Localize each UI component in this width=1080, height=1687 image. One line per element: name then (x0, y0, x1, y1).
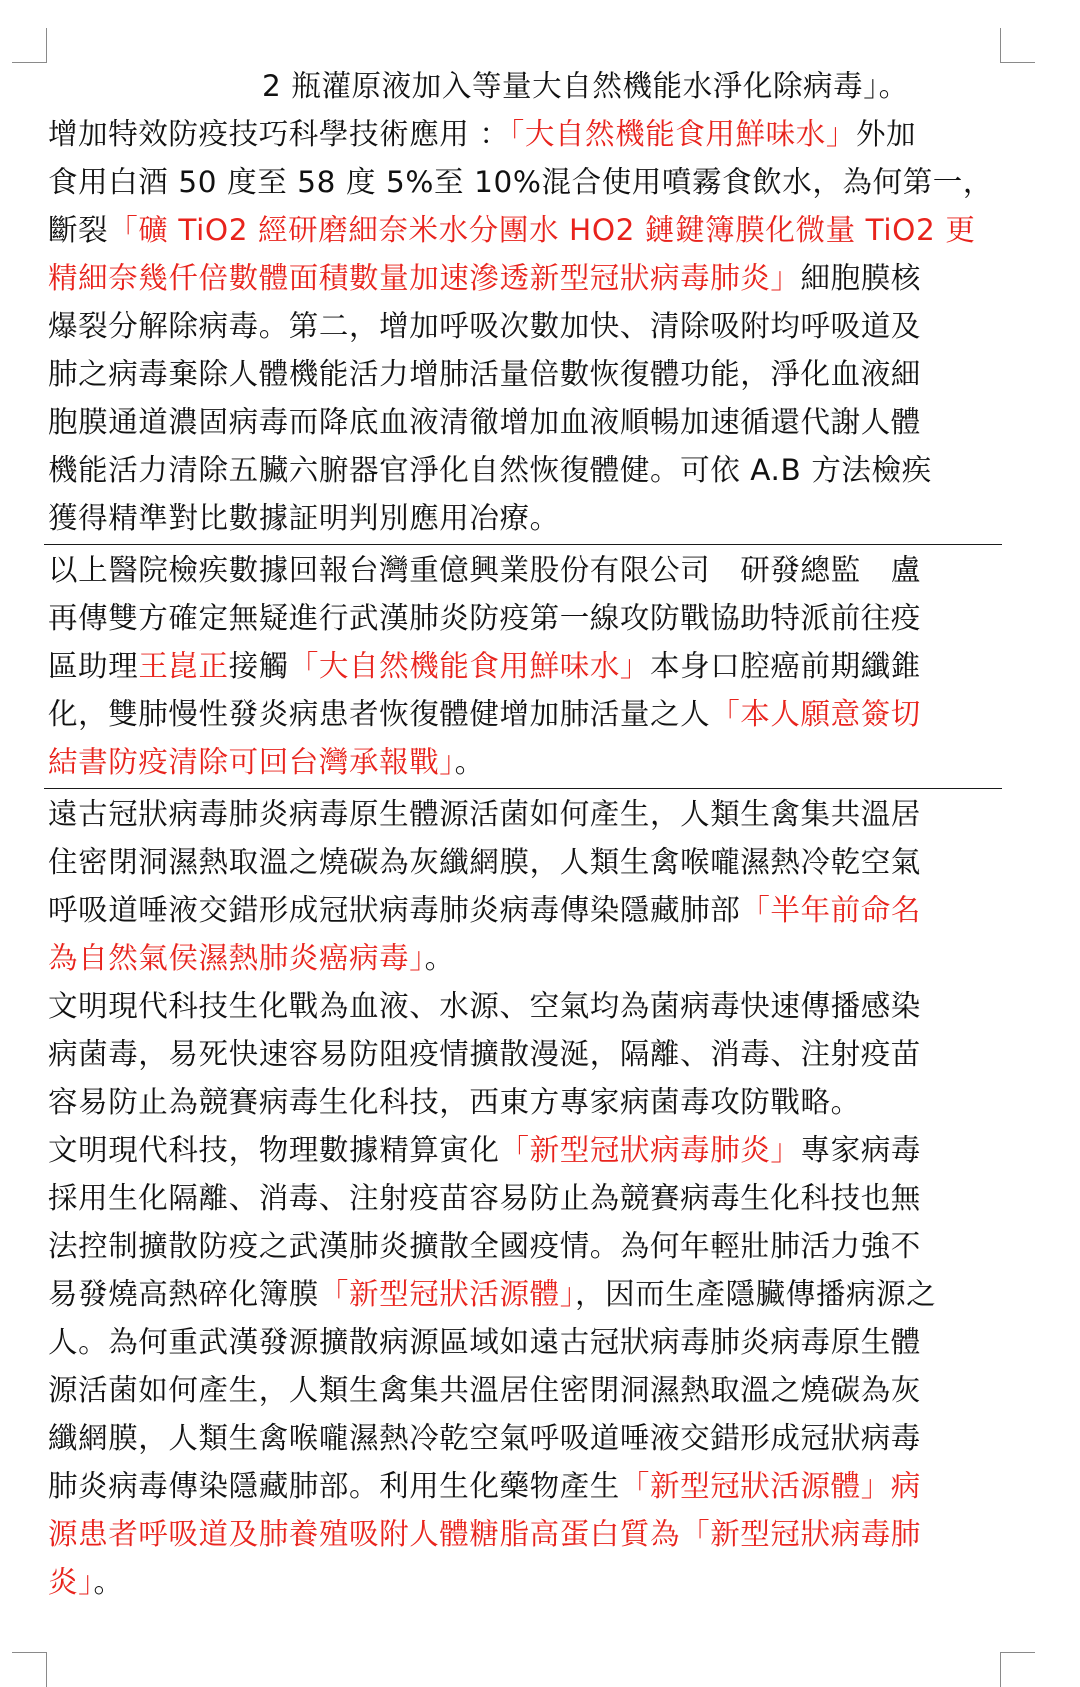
body-text: 纖網膜，人類生禽喉嚨濕熱冷乾空氣呼吸道唾液交錯形成冠狀病毒 (48, 1421, 921, 1455)
body-text: 細胞膜核 (800, 261, 921, 295)
page-corner-mark-bottom-left (12, 1652, 47, 1687)
text-line (48, 110, 1003, 158)
body-text: 人。為何重武漢發源擴散病源區域如遠古冠狀病毒肺炎病毒原生體 (48, 1325, 921, 1359)
body-text: 文明現代科技生化戰為血液、水源、空氣均為菌病毒快速傳播感染 (48, 989, 921, 1023)
body-text: 遠古冠狀病毒肺炎病毒原生體源活菌如何產生，人類生禽集共溫居 (48, 797, 921, 831)
body-text: 專家病毒 (800, 1133, 921, 1167)
text-line (48, 1126, 1003, 1174)
document-body (48, 62, 1003, 1606)
text-line (48, 1558, 1003, 1606)
body-text: 容易防止為競賽病毒生化科技，西東方專家病菌毒攻防戰略。 (48, 1085, 861, 1119)
text-line (48, 158, 1003, 206)
page-corner-mark-top-right (1000, 28, 1035, 63)
highlighted-text: 源患者呼吸道及肺養殖吸附人體糖脂高蛋白質為「新型冠狀病毒肺 (48, 1517, 921, 1551)
text-line (48, 738, 1003, 786)
body-text: 法控制擴散防疫之武漢肺炎擴散全國疫情。為何年輕壯肺活力強不 (48, 1229, 921, 1263)
highlighted-text: 「半年前命名 (740, 893, 921, 927)
text-line (48, 1318, 1003, 1366)
body-text: 。 (454, 745, 485, 779)
body-text: 接觸 (228, 649, 289, 683)
text-line (48, 1462, 1003, 1510)
text-line (48, 1078, 1003, 1126)
highlighted-text: 「新型冠狀活源體」病 (619, 1469, 921, 1503)
page-corner-mark-bottom-right (1000, 1652, 1035, 1687)
section-divider (44, 544, 1002, 545)
body-text: 爆裂分解除病毒。第二，增加呼吸次數加快、清除吸附均呼吸道及 (48, 309, 921, 343)
body-text: 。 (93, 1565, 124, 1599)
text-line (48, 790, 1003, 838)
body-text: 本身口腔癌前期纖錐 (650, 649, 921, 683)
body-text: 食用白酒 50 度至 58 度 5%至 10%混合使用噴霧食飲水，為何第一， (48, 165, 994, 199)
body-text: 再傳雙方確定無疑進行武漢肺炎防疫第一線攻防戰協助特派前往疫 (48, 601, 921, 635)
body-text: 化，雙肺慢性發炎病患者恢復體健增加肺活量之人 (48, 697, 711, 731)
text-line (48, 934, 1003, 982)
body-text: 機能活力清除五臟六腑器官淨化自然恢復體健。可依 A.B 方法檢疾 (48, 453, 932, 487)
text-line (48, 446, 1003, 494)
text-line (48, 690, 1003, 738)
text-line (48, 1174, 1003, 1222)
body-text: 肺炎病毒傳染隱藏肺部。利用生化藥物產生 (48, 1469, 620, 1503)
body-text: 。 (424, 941, 455, 975)
text-line (48, 1366, 1003, 1414)
body-text: 2 瓶灌原液加入等量大自然機能水淨化除病毒」。 (262, 69, 909, 103)
highlighted-text: 王崑正 (138, 649, 229, 683)
body-text: 源活菌如何產生，人類生禽集共溫居住密閉洞濕熱取溫之燒碳為灰 (48, 1373, 921, 1407)
text-line (48, 1510, 1003, 1558)
body-text: 文明現代科技，物理數據精算寅化 (48, 1133, 500, 1167)
body-text: 呼吸道唾液交錯形成冠狀病毒肺炎病毒傳染隱藏肺部 (48, 893, 741, 927)
highlighted-text: 精細奈幾仟倍數體面積數量加速滲透新型冠狀病毒肺炎」 (48, 261, 801, 295)
body-text: 獲得精準對比數據証明判別應用冶療。 (48, 501, 560, 535)
text-line (48, 594, 1003, 642)
text-line (48, 982, 1003, 1030)
text-line (48, 62, 1003, 110)
body-text: 肺之病毒棄除人體機能活力增肺活量倍數恢復體功能，淨化血液細 (48, 357, 921, 391)
highlighted-text: 「大自然機能食用鮮味水」 (509, 117, 856, 151)
body-text: ，因而生產隱臟傳播病源之 (575, 1277, 937, 1311)
page-corner-mark-top-left (12, 28, 47, 63)
highlighted-text: 「新型冠狀活源體」 (318, 1277, 576, 1311)
paragraph-1 (48, 62, 1003, 110)
text-line (48, 302, 1003, 350)
text-line (48, 1222, 1003, 1270)
text-line (48, 350, 1003, 398)
highlighted-text: 「新型冠狀病毒肺炎」 (499, 1133, 801, 1167)
body-text: 斷裂 (48, 213, 109, 247)
text-line (48, 1270, 1003, 1318)
body-text: 採用生化隔離、消毒、注射疫苗容易防止為競賽病毒生化科技也無 (48, 1181, 921, 1215)
highlighted-text: 為自然氣侯濕熱肺炎癌病毒」 (48, 941, 425, 975)
text-line (48, 642, 1003, 690)
text-line (48, 886, 1003, 934)
body-text: 增加特效防疫技巧科學技術應用 ： (48, 117, 510, 151)
highlighted-text: 結書防疫清除可回台灣承報戰」 (48, 745, 455, 779)
body-text: 病菌毒，易死快速容易防阻疫情擴散漫涎，隔離、消毒、注射疫苗 (48, 1037, 921, 1071)
highlighted-text: 「礦 TiO2 經研磨細奈米水分團水 HO2 鏈鍵簿膜化微量 TiO2 更 (108, 213, 976, 247)
body-text: 易發燒高熱碎化簿膜 (48, 1277, 319, 1311)
text-line (48, 398, 1003, 446)
body-text: 區助理 (48, 649, 139, 683)
paragraph-4 (48, 790, 1003, 1606)
highlighted-text: 「大自然機能食用鮮味水」 (288, 649, 651, 683)
body-text: 住密閉洞濕熱取溫之燒碳為灰纖網膜，人類生禽喉嚨濕熱冷乾空氣 (48, 845, 921, 879)
highlighted-text: 炎」 (48, 1565, 94, 1599)
paragraph-3 (48, 546, 1003, 786)
text-line (48, 546, 1003, 594)
text-line (48, 254, 1003, 302)
text-line (48, 1030, 1003, 1078)
text-line (48, 206, 1003, 254)
highlighted-text: 「本人願意簽切 (710, 697, 921, 731)
text-line (48, 494, 1003, 542)
text-line (48, 838, 1003, 886)
paragraph-2 (48, 110, 1003, 542)
body-text: 外加 (855, 117, 917, 151)
body-text: 以上醫院檢疾數據回報台灣重億興業股份有限公司 研發總監 盧 (48, 553, 921, 587)
section-divider (44, 788, 1002, 789)
text-line (48, 1414, 1003, 1462)
body-text: 胞膜通道濃固病毒而降底血液清徹增加血液順暢加速循還代謝人體 (48, 405, 921, 439)
